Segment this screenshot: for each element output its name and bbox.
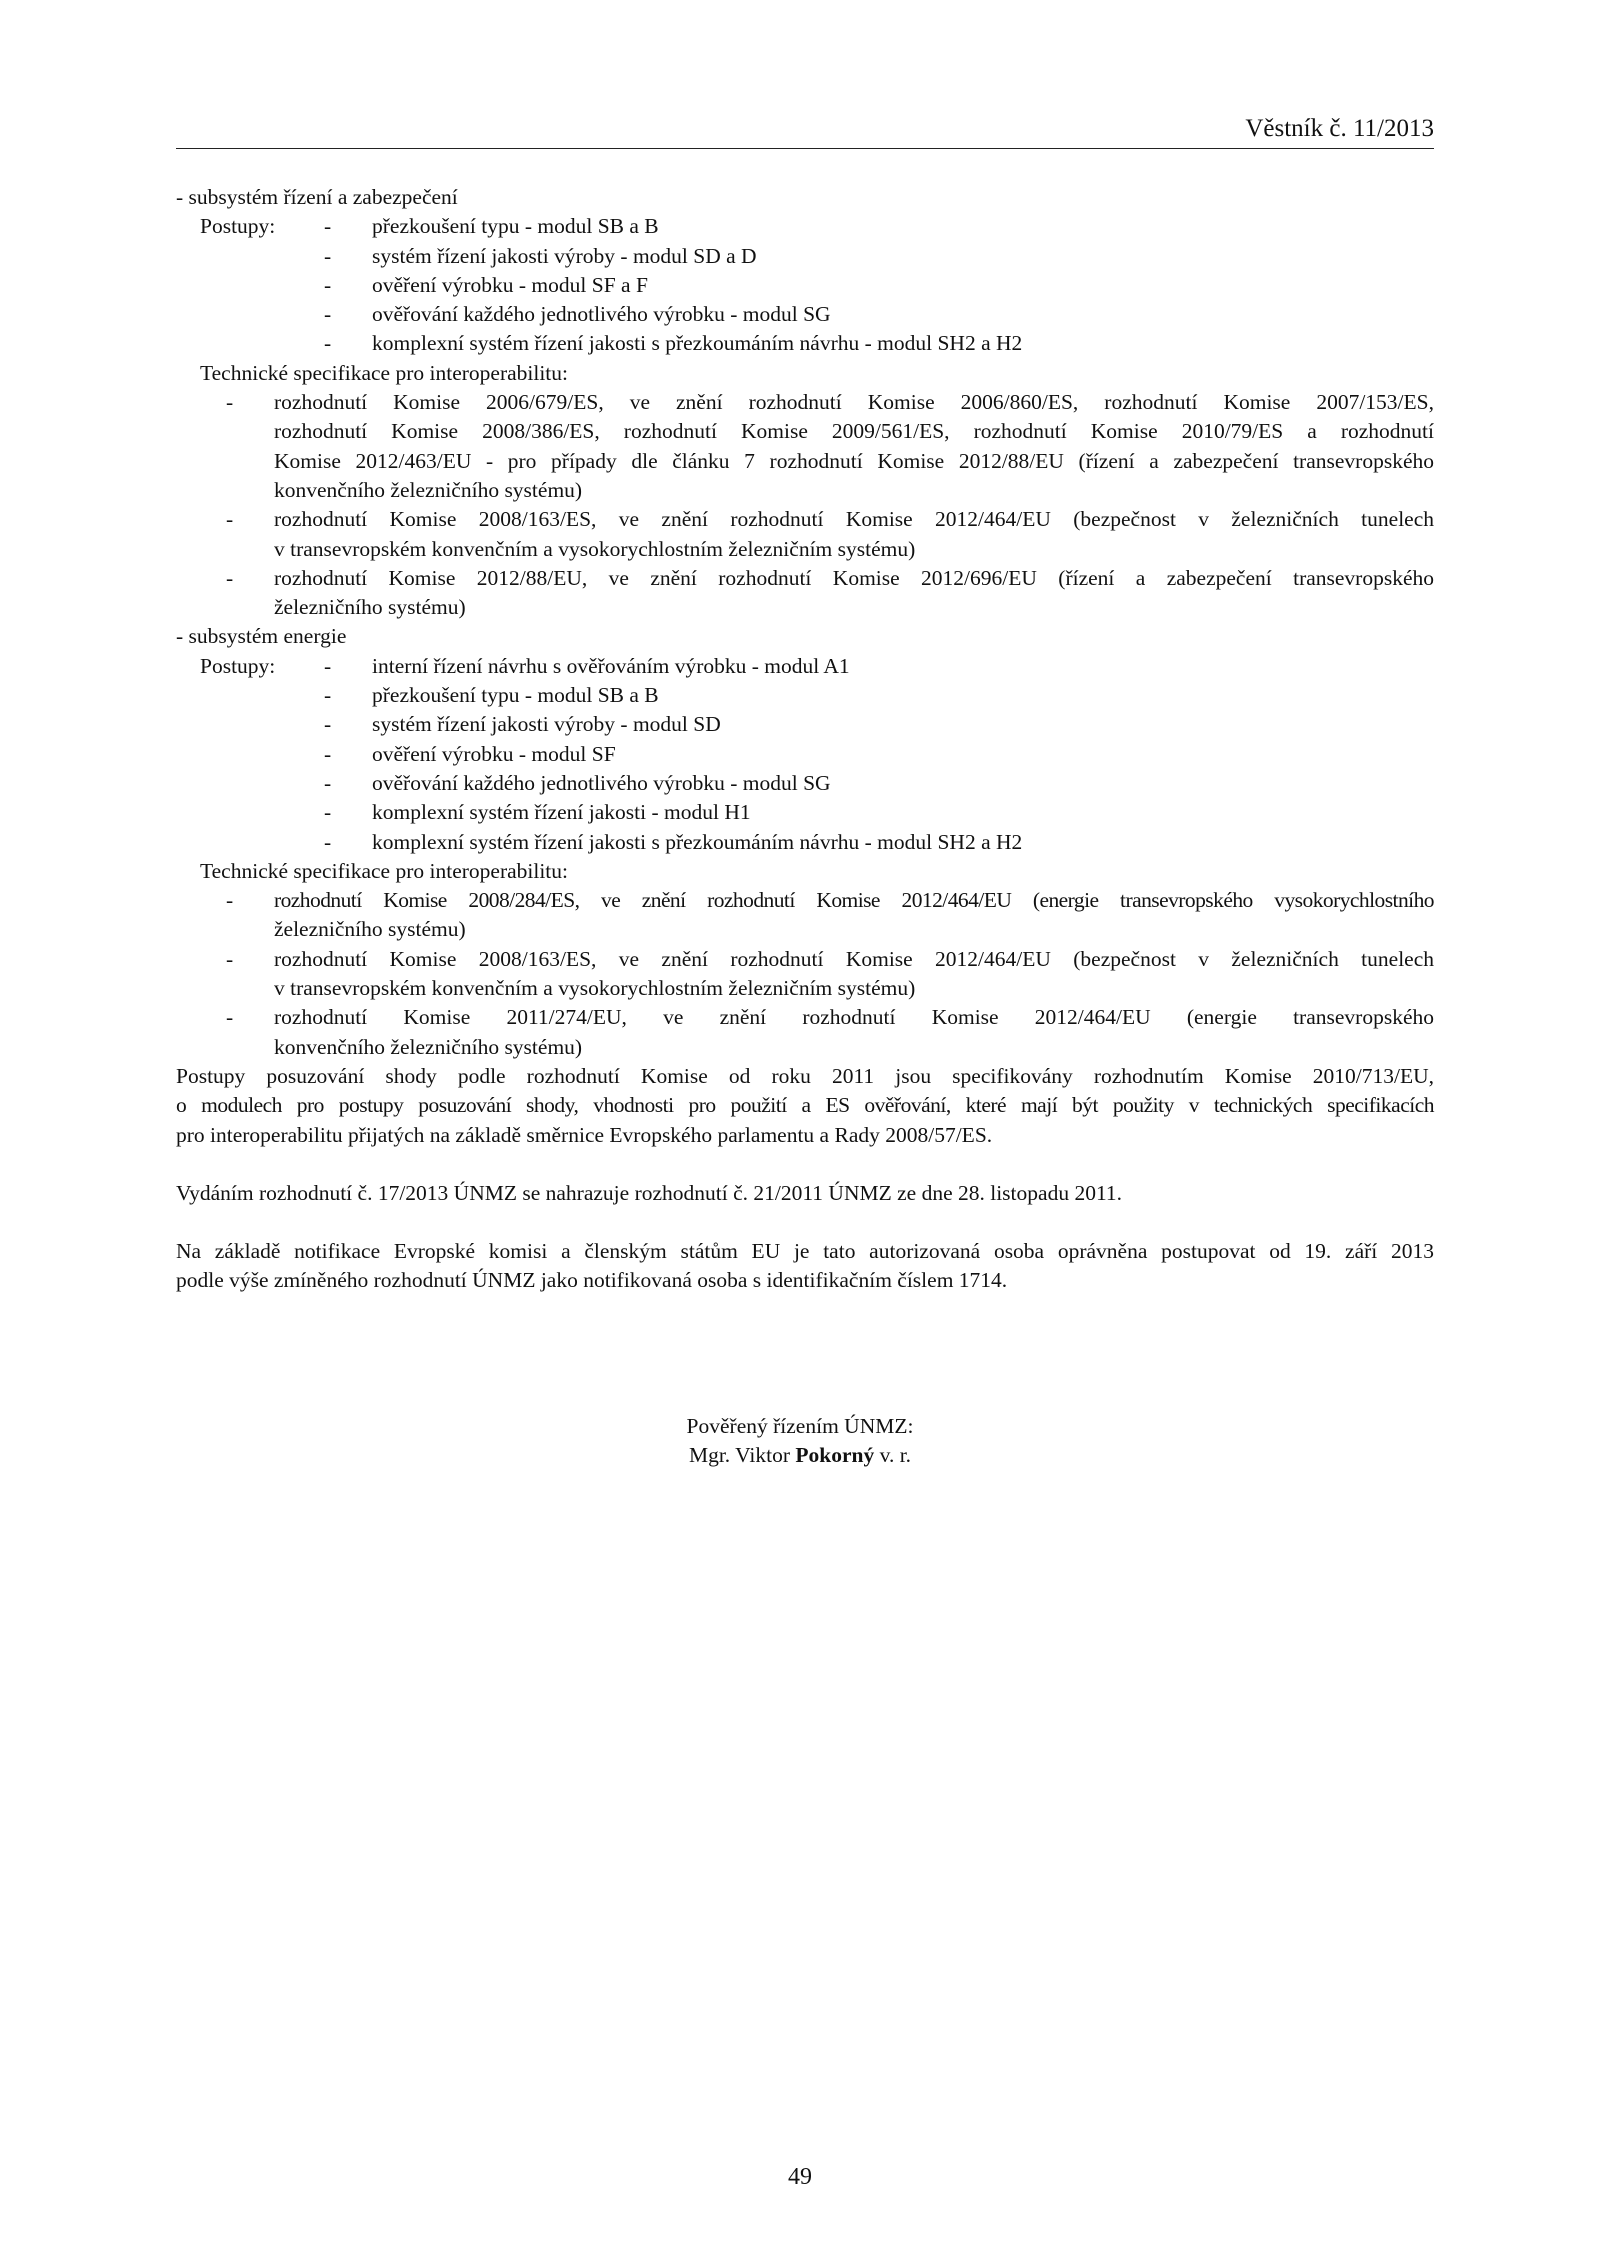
- spec-title: Technické specifikace pro interoperabilitu:: [200, 858, 569, 883]
- spec-line: rozhodnutí Komise 2008/386/ES, rozhodnutí Komise 2009/561/ES, rozhodnutí Komise 2010/79/ES a rozhodnutí: [274, 419, 1434, 444]
- procedure-item: ověřování každého jednotlivého výrobku - modul SG: [372, 770, 831, 795]
- spec-line: konvenčního železničního systému): [274, 1034, 583, 1059]
- spec-item: [176, 886, 1434, 945]
- paragraph-line: podle výše zmíněného rozhodnutí ÚNMZ jako notifikovaná osoba s identifikačním číslem 1714.: [176, 1268, 1008, 1293]
- list-dash: -: [226, 565, 234, 590]
- spec-title: Technické specifikace pro interoperabilitu:: [200, 360, 569, 385]
- section-title: - subsystém řízení a zabezpečení: [176, 185, 458, 209]
- spec-line: rozhodnutí Komise 2008/284/ES, ve znění rozhodnutí Komise 2012/464/EU (energie transevropského vysokorychlostního: [274, 888, 1434, 913]
- spec-line: rozhodnutí Komise 2011/274/EU, ve znění rozhodnutí Komise 2012/464/EU (energie transevropského: [274, 1005, 1434, 1030]
- procedure-row: [176, 740, 1434, 769]
- list-dash: -: [324, 214, 332, 239]
- list-dash: -: [324, 829, 332, 854]
- procedure-item: ověření výrobku - modul SF a F: [372, 272, 648, 297]
- list-dash: -: [324, 770, 332, 795]
- list-dash: -: [226, 888, 234, 913]
- procedure-item: systém řízení jakosti výroby - modul SD a D: [372, 243, 757, 268]
- list-dash: -: [226, 946, 234, 971]
- paragraph-line: Na základě notifikace Evropské komisi a členským státům EU je tato autorizovaná osoba oprávněna postupovat od 19. září 2013: [176, 1239, 1434, 1264]
- list-dash: -: [324, 683, 332, 708]
- page-header: [176, 110, 1434, 149]
- procedure-row: [176, 271, 1434, 300]
- procedure-row: [176, 242, 1434, 271]
- list-dash: -: [324, 800, 332, 825]
- spec-line: v transevropském konvenčním a vysokorychlostním železničním systému): [274, 536, 916, 561]
- paragraph-line: Postupy posuzování shody podle rozhodnutí Komise od roku 2011 jsou specifikovány rozhodnutím Komise 2010/713/EU,: [176, 1063, 1434, 1088]
- spec-line: rozhodnutí Komise 2008/163/ES, ve znění rozhodnutí Komise 2012/464/EU (bezpečnost v železničních tunelech: [274, 946, 1434, 971]
- procedure-item: komplexní systém řízení jakosti - modul H1: [372, 800, 751, 825]
- spec-item: [176, 388, 1434, 505]
- paragraph-line: o modulech pro postupy posuzování shody, vhodnosti pro použití a ES ověřování, které mají být použity v technických specifikacích: [176, 1093, 1434, 1118]
- list-dash: -: [324, 272, 332, 297]
- spec-line: rozhodnutí Komise 2012/88/EU, ve znění rozhodnutí Komise 2012/696/EU (řízení a zabezpečení transevropského: [274, 565, 1434, 590]
- signature-role: Pověřený řízením ÚNMZ:: [686, 1414, 914, 1438]
- signature-prefix: Mgr. Viktor: [688, 1443, 790, 1468]
- procedure-row: [176, 652, 1434, 681]
- procedure-row: [176, 828, 1434, 857]
- document-body: [176, 183, 1434, 1296]
- procedure-row: [176, 329, 1434, 358]
- spec-line: v transevropském konvenčním a vysokorychlostním železničním systému): [274, 976, 916, 1001]
- spec-line: rozhodnutí Komise 2008/163/ES, ve znění rozhodnutí Komise 2012/464/EU (bezpečnost v železničních tunelech: [274, 507, 1434, 532]
- procedure-item: ověření výrobku - modul SF: [372, 741, 616, 766]
- procedure-item: přezkoušení typu - modul SB a B: [372, 683, 659, 708]
- list-dash: -: [324, 302, 332, 327]
- procedure-row: [176, 769, 1434, 798]
- spec-line: železničního systému): [274, 917, 466, 942]
- procedures-label: Postupy:: [200, 214, 276, 239]
- spec-item: [176, 945, 1434, 1004]
- procedure-row: [176, 212, 1434, 241]
- procedure-item: ověřování každého jednotlivého výrobku - modul SG: [372, 302, 831, 327]
- spec-item: [176, 1003, 1434, 1062]
- signature-suffix: v. r.: [879, 1443, 912, 1468]
- procedure-item: komplexní systém řízení jakosti s přezkoumáním návrhu - modul SH2 a H2: [372, 331, 1023, 356]
- procedure-item: interní řízení návrhu s ověřováním výrobku - modul A1: [372, 653, 850, 678]
- signature-block: [0, 1412, 1600, 1471]
- procedure-item: přezkoušení typu - modul SB a B: [372, 214, 659, 239]
- list-dash: -: [324, 741, 332, 766]
- page-number: 49: [788, 2164, 812, 2190]
- paragraph-replacement: Vydáním rozhodnutí č. 17/2013 ÚNMZ se nahrazuje rozhodnutí č. 21/2011 ÚNMZ ze dne 28. listopadu 2011.: [176, 1180, 1123, 1205]
- spec-line: rozhodnutí Komise 2006/679/ES, ve znění rozhodnutí Komise 2006/860/ES, rozhodnutí Komise 2007/153/ES,: [274, 390, 1434, 415]
- list-dash: -: [226, 507, 234, 532]
- journal-title: Věstník č. 11/2013: [1245, 115, 1434, 142]
- spec-line: železničního systému): [274, 595, 466, 620]
- procedure-row: [176, 798, 1434, 827]
- paragraph-line: pro interoperabilitu přijatých na základě směrnice Evropského parlamentu a Rady 2008/57/ES.: [176, 1122, 993, 1147]
- procedure-row: [176, 300, 1434, 329]
- procedure-item: komplexní systém řízení jakosti s přezkoumáním návrhu - modul SH2 a H2: [372, 829, 1023, 854]
- signature-surname: Pokorný: [795, 1443, 875, 1468]
- procedures-label: Postupy:: [200, 653, 276, 678]
- procedure-item: systém řízení jakosti výroby - modul SD: [372, 712, 721, 737]
- list-dash: -: [324, 653, 332, 678]
- spec-item: [176, 505, 1434, 564]
- signature-name: [0, 1441, 1600, 1470]
- procedure-row: [176, 681, 1434, 710]
- procedure-row: [176, 710, 1434, 739]
- paragraph-assessment: [176, 1062, 1434, 1150]
- spec-line: Komise 2012/463/EU - pro případy dle článku 7 rozhodnutí Komise 2012/88/EU (řízení a zabezpečení transevropského: [274, 448, 1434, 473]
- list-dash: -: [226, 390, 234, 415]
- list-dash: -: [324, 243, 332, 268]
- paragraph-notification: [176, 1237, 1434, 1296]
- spec-line: konvenčního železničního systému): [274, 477, 583, 502]
- list-dash: -: [324, 712, 332, 737]
- list-dash: -: [324, 331, 332, 356]
- list-dash: -: [226, 1005, 234, 1030]
- spec-item: [176, 564, 1434, 623]
- section-title: - subsystém energie: [176, 624, 347, 649]
